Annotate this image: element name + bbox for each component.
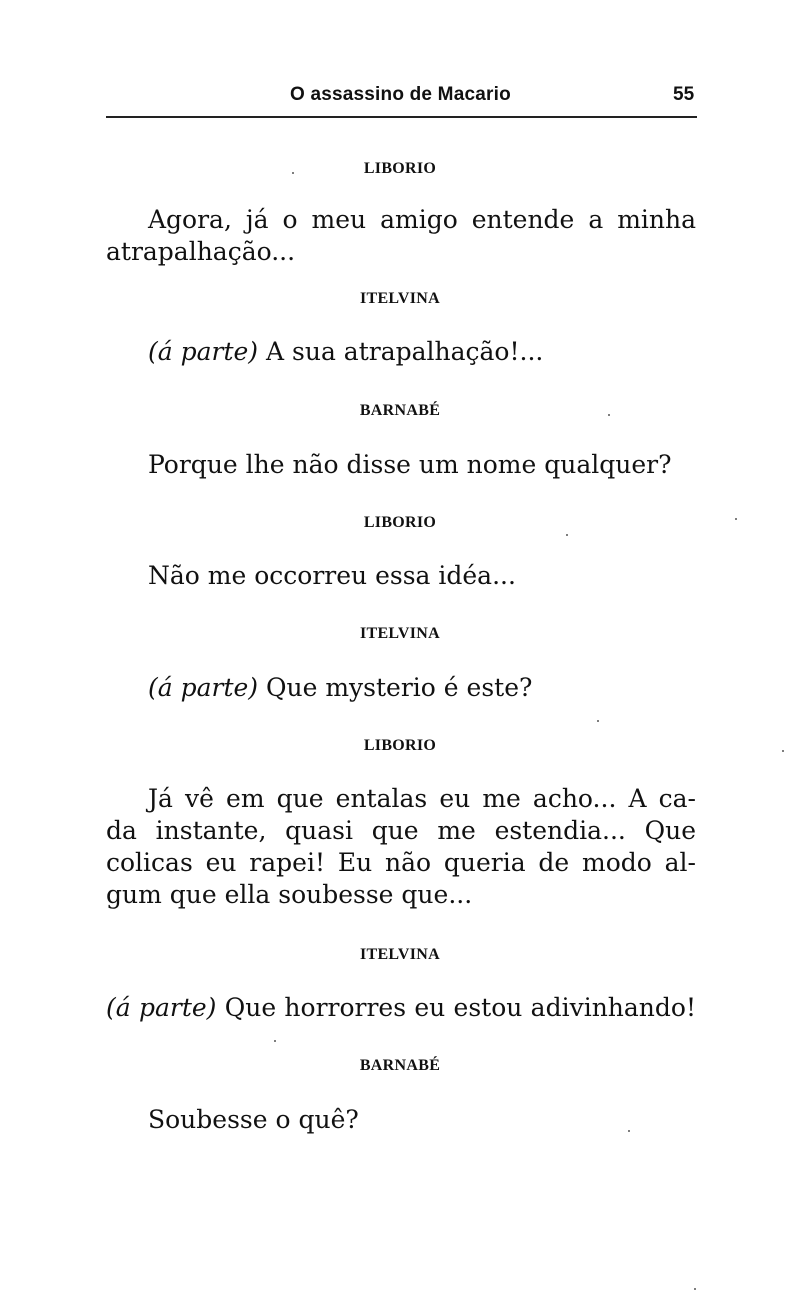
scan-speck xyxy=(274,1040,276,1042)
speaker-name: LIBORIO xyxy=(363,737,437,754)
dialogue-line: gum que ella soubesse que... xyxy=(106,880,473,909)
scan-speck xyxy=(292,172,294,174)
speaker-name: LIBORIO xyxy=(363,160,437,177)
dialogue-text: A sua atrapalhação!... xyxy=(266,337,544,366)
dialogue-line: Agora, já o meu amigo entende a minha xyxy=(148,205,696,234)
running-head: O assassino de Macario xyxy=(290,84,511,105)
stage-direction: (á parte) xyxy=(148,337,259,366)
stage-direction: (á parte) xyxy=(106,993,217,1022)
dialogue-line xyxy=(148,337,543,367)
speaker-name: ITELVINA xyxy=(359,625,441,642)
stage-direction: (á parte) xyxy=(148,673,259,702)
scan-speck xyxy=(628,1130,630,1132)
dialogue-text: Que horrorres eu estou adivinhando! xyxy=(224,993,697,1022)
speaker-name: ITELVINA xyxy=(359,946,441,963)
dialogue-line: Já vê em que entalas eu me acho... A ca- xyxy=(148,784,696,813)
speaker-name: BARNABÉ xyxy=(359,402,441,419)
scan-speck xyxy=(608,414,610,416)
scan-speck xyxy=(597,720,599,722)
scan-speck xyxy=(782,750,784,752)
dialogue-line: Soubesse o quê? xyxy=(148,1105,359,1134)
header-rule xyxy=(106,116,697,118)
dialogue-line: Não me occorreu essa idéa... xyxy=(148,561,516,590)
speaker-name: LIBORIO xyxy=(363,514,437,531)
scan-speck xyxy=(735,518,737,520)
dialogue-line: atrapalhação... xyxy=(106,237,296,266)
speaker-name: ITELVINA xyxy=(359,290,441,307)
dialogue-text: Que mysterio é este? xyxy=(266,673,533,702)
dialogue-line: colicas eu rapei! Eu não queria de modo al- xyxy=(106,848,696,877)
dialogue-line xyxy=(106,993,696,1023)
dialogue-line xyxy=(148,673,532,703)
dialogue-line: Porque lhe não disse um nome qualquer? xyxy=(148,450,672,479)
page-number: 55 xyxy=(673,84,695,105)
speaker-name: BARNABÉ xyxy=(359,1057,441,1074)
scan-speck xyxy=(694,1288,696,1290)
scan-speck xyxy=(566,534,568,536)
dialogue-line: da instante, quasi que me estendia... Que xyxy=(106,816,696,845)
